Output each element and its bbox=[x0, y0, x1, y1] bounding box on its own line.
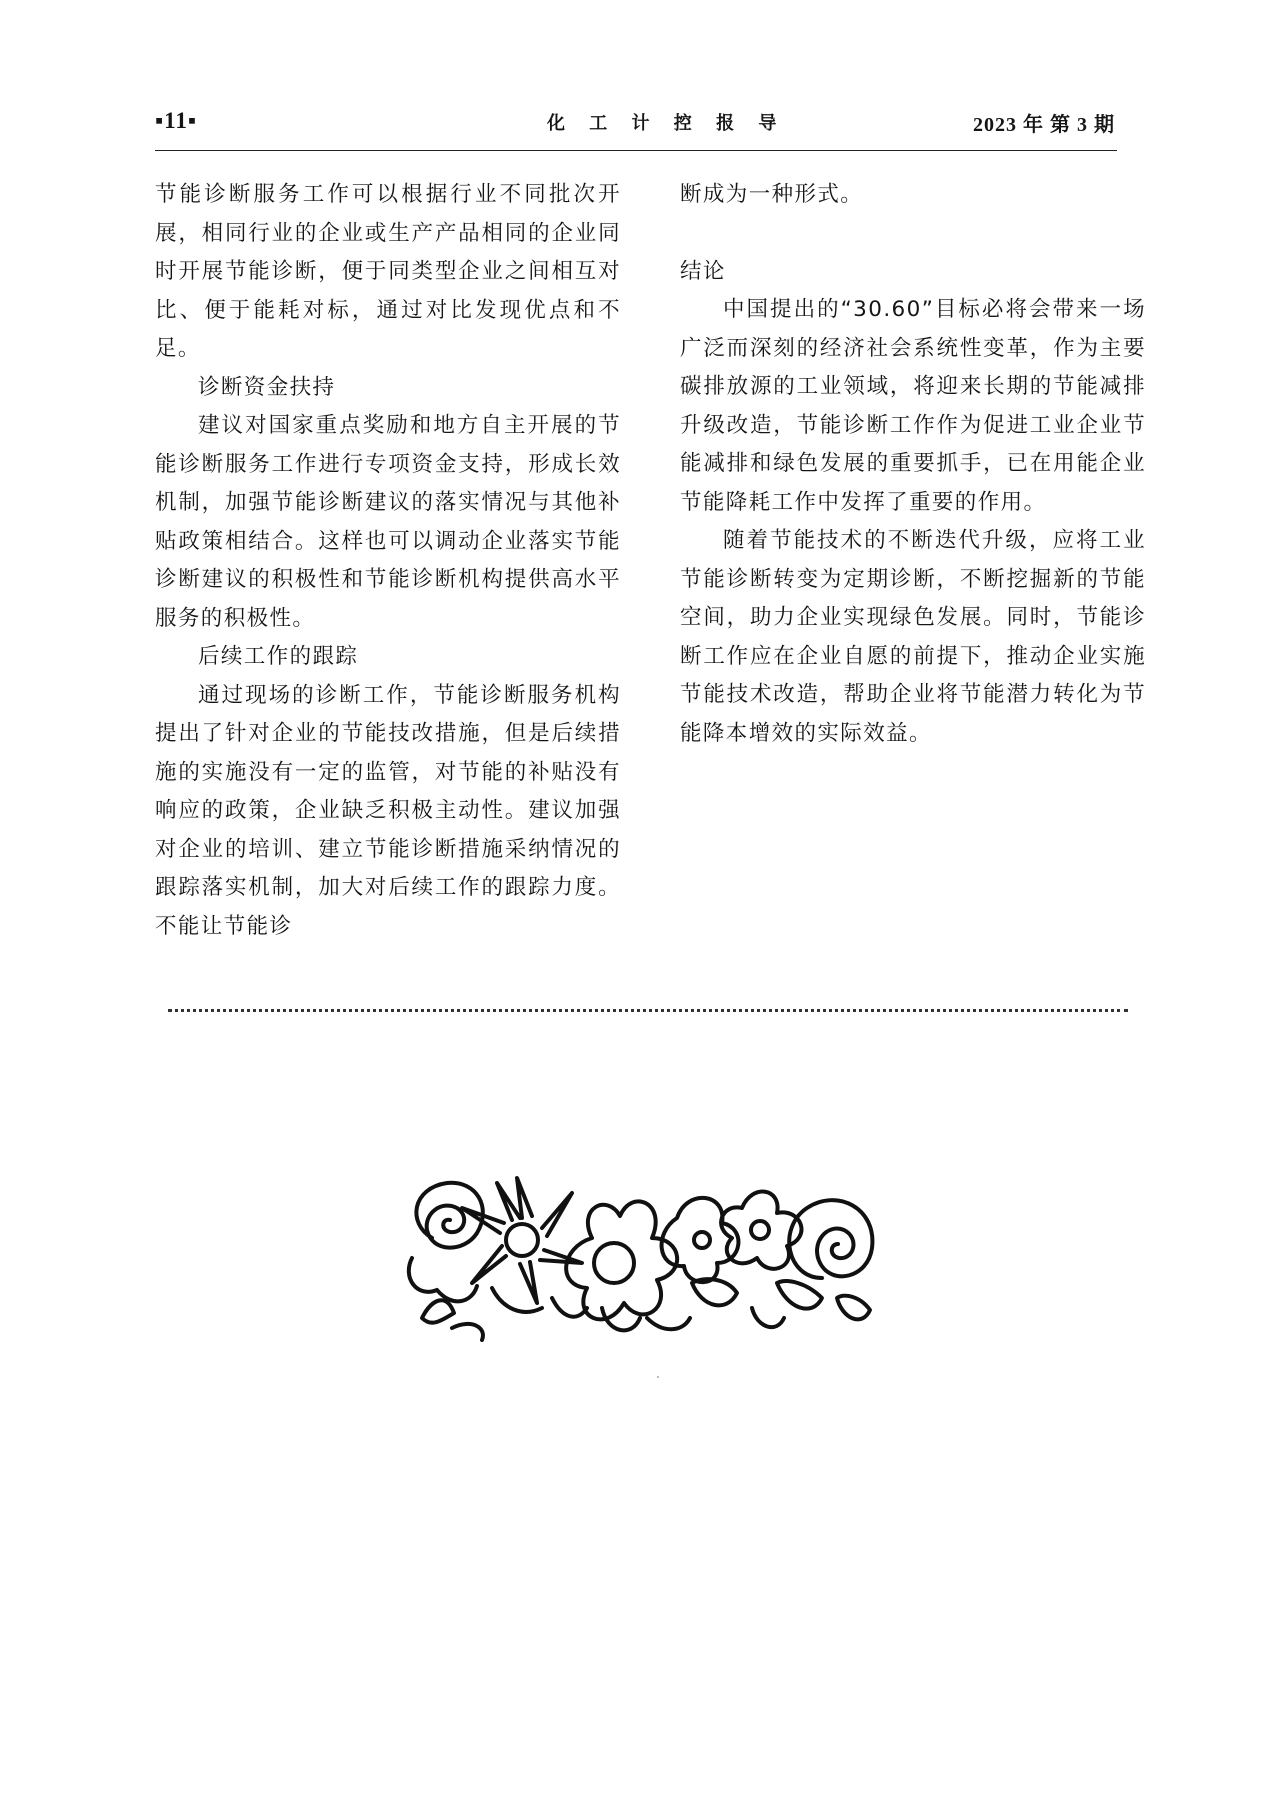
journal-title: 化 工 计 控 报 导 bbox=[547, 113, 786, 134]
right-column bbox=[680, 176, 1146, 753]
dotted-divider bbox=[168, 1009, 1128, 1012]
page-number: ▪11▪ bbox=[155, 108, 198, 133]
scan-speck bbox=[657, 1376, 659, 1378]
header-rule bbox=[155, 150, 1117, 151]
left-column bbox=[155, 176, 621, 946]
page-header bbox=[155, 108, 1115, 140]
subheading-funding: 诊断资金扶持 bbox=[198, 374, 336, 400]
left-paragraph-3: 通过现场的诊断工作，节能诊断服务机构提出了针对企业的节能技改措施，但是后续措施的实施没有一定的监管，对节能的补贴没有响应的政策，企业缺乏积极主动性。建议加强对企业的培训、建立节能诊断措施采纳情况的跟踪落实机制，加大对后续工作的跟踪力度。不能让节能诊 bbox=[155, 682, 621, 939]
right-paragraph-2: 随着节能技术的不断迭代升级，应将工业节能诊断转变为定期诊断，不断挖掘新的节能空间，助力企业实现绿色发展。同时，节能诊断工作应在企业自愿的前提下，推动企业实施节能技术改造，帮助企业将节能潜力转化为节能降本增效的实际效益。 bbox=[680, 528, 1146, 746]
right-paragraph-1: 中国提出的“30.60”目标必将会带来一场广泛而深刻的经济社会系统性变革，作为主要碳排放源的工业领域，将迎来长期的节能减排升级改造，节能诊断工作作为促进工业企业节能减排和绿色发展的重要抓手，已在用能企业节能降耗工作中发挥了重要的作用。 bbox=[680, 297, 1146, 515]
subheading-followup: 后续工作的跟踪 bbox=[198, 644, 359, 669]
conclusion-heading: 结论 bbox=[680, 258, 726, 284]
left-paragraph-1: 节能诊断服务工作可以根据行业不同批次开展，相同行业的企业或生产产品相同的企业同时开展节能诊断，便于同类型企业之间相互对比、便于能耗对标，通过对比发现优点和不足。 bbox=[155, 182, 621, 361]
right-paragraph-0: 断成为一种形式。 bbox=[680, 182, 864, 207]
left-paragraph-2: 建议对国家重点奖励和地方自主开展的节能诊断服务工作进行专项资金支持，形成长效机制，加强节能诊断建议的落实情况与其他补贴政策相结合。这样也可以调动企业落实节能诊断建议的积极性和节能诊断机构提供高水平服务的积极性。 bbox=[155, 413, 621, 631]
issue-label: 2023 年 第 3 期 bbox=[973, 114, 1115, 136]
floral-ornament-icon bbox=[392, 1168, 882, 1344]
